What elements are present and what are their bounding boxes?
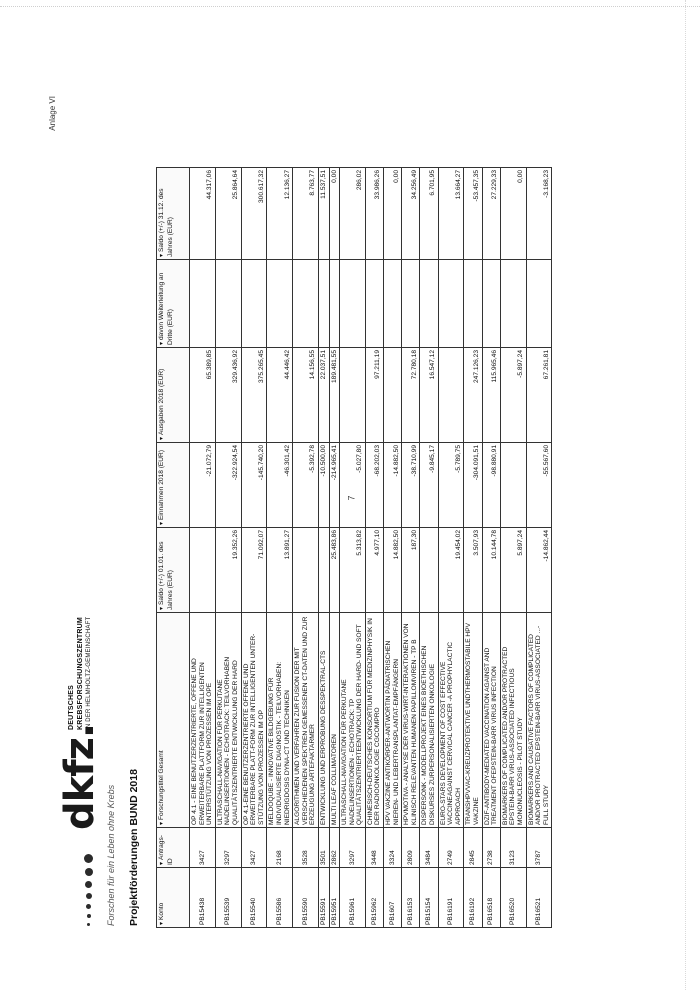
table-row bbox=[500, 168, 526, 928]
cell-title: OP 4.1 - EINE BENUTZERZENTRIERTE, OFFENE UND ERWEITERBARE PLATTFORM ZUR INTELLIGENTEN UNTERSTÜTZUNG VON PROZESSEN IM OPE bbox=[190, 613, 216, 828]
cell-saldo-end: 300.617,32 bbox=[241, 168, 267, 260]
cell-weiterleitung bbox=[500, 260, 526, 348]
cell-konto: PB15539 bbox=[215, 868, 241, 928]
cell-konto: PB15586 bbox=[267, 868, 293, 928]
cell-saldo-end: -53.457,35 bbox=[464, 168, 482, 260]
column-header-label: Forschungstitel Gesamt bbox=[158, 750, 165, 820]
cell-saldo-start: 13.891,27 bbox=[267, 528, 293, 613]
page-title: Projektförderungen BUND 2018 bbox=[128, 769, 140, 926]
table-row bbox=[340, 168, 366, 928]
cell-saldo-end: 0,00 bbox=[329, 168, 340, 260]
cell-ausgaben bbox=[384, 348, 402, 443]
filter-arrow-icon[interactable]: ▾ bbox=[159, 921, 165, 925]
cell-title: ALGORITHMEN UND VERFAHREN ZUR FUSION DER MIT VERSCHIEDENEN SPEKTREN GEMESSENEN CT-DATEN UND ZUR ERZEUGUNG ARTEFAKTARMER bbox=[293, 613, 319, 828]
filter-arrow-icon[interactable]: ▾ bbox=[159, 436, 165, 440]
cell-aid: 2749 bbox=[438, 828, 464, 868]
table-row bbox=[215, 168, 241, 928]
cell-saldo-start: 5.313,82 bbox=[340, 528, 366, 613]
table-row bbox=[402, 168, 420, 928]
cell-saldo-start bbox=[318, 528, 329, 613]
cell-saldo-end: 0,00 bbox=[384, 168, 402, 260]
cell-saldo-end: 34.256,49 bbox=[402, 168, 420, 260]
table-row bbox=[420, 168, 438, 928]
cell-aid: 3297 bbox=[340, 828, 366, 868]
cell-title: TRANSHPVVAC-KREUZPROTEKTIVE UNDTHERMOSTABILE HPV VAKZINE bbox=[464, 613, 482, 828]
col-weiterleitung-header[interactable] bbox=[157, 260, 190, 348]
cell-aid: 3501 bbox=[318, 828, 329, 868]
table-row bbox=[241, 168, 267, 928]
cell-weiterleitung bbox=[293, 260, 319, 348]
cell-title: HPV VAKZINE ANTIKÖRPER-ANTWORTIN PÄDIATRISCHEN NIEREN- UND LEBERTRANSPLANTAT-EMPFÄNGERN bbox=[384, 613, 402, 828]
cell-saldo-start: 10.144,78 bbox=[482, 528, 500, 613]
cell-ausgaben: 247.126,23 bbox=[464, 348, 482, 443]
cell-konto: PB15438 bbox=[190, 868, 216, 928]
column-header-label: Ausgaben 2018 (EUR) bbox=[158, 368, 165, 435]
institution-line-3: IN DER HELMHOLTZ-GEMEINSCHAFT bbox=[86, 616, 92, 730]
cell-saldo-end: 6.701,95 bbox=[420, 168, 438, 260]
cell-ausgaben: 44.446,42 bbox=[267, 348, 293, 443]
table-row bbox=[267, 168, 293, 928]
cell-aid: 3427 bbox=[241, 828, 267, 868]
cell-einnahmen: -322.924,54 bbox=[215, 443, 241, 528]
institution-line-1: DEUTSCHES bbox=[68, 685, 75, 730]
cell-einnahmen: -304.091,51 bbox=[464, 443, 482, 528]
cell-aid: 2168 bbox=[267, 828, 293, 868]
page-number: 7 bbox=[346, 495, 357, 501]
cell-ausgaben: 115.965,46 bbox=[482, 348, 500, 443]
cell-title: ULTRASCHALL-NAVIGATION FÜR PERKUTANE NADELINSERTIONEN - ECHOTRACK: TP QUALITÄTSZENTRIERTEENTWICKLUNG DER HARD- UND SOFT bbox=[340, 613, 366, 828]
table-row bbox=[365, 168, 383, 928]
cell-title: DISPERSONK - MODELLPROJEKT EINES BIOETHISCHEN DISKURSES ZURPERSONALISIERTEN ONKOLOGIE bbox=[420, 613, 438, 828]
cell-konto: PB15540 bbox=[241, 868, 267, 928]
cell-saldo-end: 27.229,33 bbox=[482, 168, 500, 260]
table-row bbox=[438, 168, 464, 928]
cell-aid: 2809 bbox=[402, 828, 420, 868]
cell-saldo-start: 5.897,24 bbox=[500, 528, 526, 613]
col-einnahmen-header[interactable] bbox=[157, 443, 190, 528]
cell-saldo-end: 33.986,26 bbox=[365, 168, 383, 260]
table-row bbox=[482, 168, 500, 928]
col-ausgaben-header[interactable] bbox=[157, 348, 190, 443]
table-header-row bbox=[157, 168, 190, 928]
cell-weiterleitung bbox=[526, 260, 552, 348]
logo-wordmark: dkfz. bbox=[57, 723, 103, 830]
col-forschungstitel-header[interactable] bbox=[157, 613, 190, 828]
table-row bbox=[190, 168, 216, 928]
cell-konto: PB16520 bbox=[500, 868, 526, 928]
cell-aid: 2845 bbox=[464, 828, 482, 868]
cell-title: MULTI LEAF COLLIMATOREN bbox=[329, 613, 340, 828]
funding-table bbox=[156, 167, 552, 928]
cell-title: EURO-STARS DEVELOPMENT OF COST EFFECTIVE VACCINEAGAINST CERVICAL CANCER -A PROPHYLACTIC APPROACH bbox=[438, 613, 464, 828]
cell-einnahmen: -5.392,78 bbox=[293, 443, 319, 528]
column-header-label: Konto bbox=[158, 902, 165, 920]
cell-saldo-start bbox=[190, 528, 216, 613]
cell-konto: PB16192 bbox=[464, 868, 482, 928]
cell-konto: PB15961 bbox=[340, 868, 366, 928]
filter-arrow-icon[interactable]: ▾ bbox=[159, 821, 165, 825]
cell-konto: PB15590 bbox=[293, 868, 319, 928]
cell-ausgaben: 16.547,12 bbox=[420, 348, 438, 443]
cell-weiterleitung bbox=[190, 260, 216, 348]
cell-einnahmen: -38.710,99 bbox=[402, 443, 420, 528]
cell-saldo-start: -14.862,44 bbox=[526, 528, 552, 613]
cell-aid: 3787 bbox=[526, 828, 552, 868]
cell-weiterleitung bbox=[365, 260, 383, 348]
cell-saldo-end: -3.168,23 bbox=[526, 168, 552, 260]
cell-einnahmen: -5.027,80 bbox=[340, 443, 366, 528]
cell-einnahmen: -46.301,42 bbox=[267, 443, 293, 528]
table-row bbox=[384, 168, 402, 928]
cell-weiterleitung bbox=[438, 260, 464, 348]
cell-weiterleitung bbox=[384, 260, 402, 348]
cell-ausgaben: 97.211,19 bbox=[365, 348, 383, 443]
filter-arrow-icon[interactable]: ▾ bbox=[159, 521, 165, 525]
cell-weiterleitung bbox=[464, 260, 482, 348]
column-header-label: Saldo (+/-) 31.12. des Jahres (EUR) bbox=[158, 188, 174, 257]
anlage-label: Anlage VI bbox=[48, 96, 57, 131]
cell-einnahmen: -214.965,41 bbox=[329, 443, 340, 528]
cell-saldo-start: 14.882,50 bbox=[384, 528, 402, 613]
cell-saldo-start: 187,30 bbox=[402, 528, 420, 613]
cell-einnahmen: -5.789,75 bbox=[438, 443, 464, 528]
cell-einnahmen: -98.880,91 bbox=[482, 443, 500, 528]
cell-saldo-start: 3.507,93 bbox=[464, 528, 482, 613]
cell-ausgaben: 67.261,81 bbox=[526, 348, 552, 443]
cell-aid: 3528 bbox=[293, 828, 319, 868]
cell-weiterleitung bbox=[241, 260, 267, 348]
cell-saldo-start: 19.454,02 bbox=[438, 528, 464, 613]
page-edge-right bbox=[685, 0, 686, 990]
filter-arrow-icon[interactable]: ▾ bbox=[159, 606, 165, 610]
cell-saldo-start: 19.352,26 bbox=[215, 528, 241, 613]
cell-saldo-start: 25.483,86 bbox=[329, 528, 340, 613]
table-row bbox=[293, 168, 319, 928]
cell-einnahmen: -55.567,60 bbox=[526, 443, 552, 528]
cell-saldo-start: 4.977,10 bbox=[365, 528, 383, 613]
cell-einnahmen: -145.740,20 bbox=[241, 443, 267, 528]
cell-aid: 2738 bbox=[482, 828, 500, 868]
cell-saldo-end: 25.864,64 bbox=[215, 168, 241, 260]
cell-einnahmen: -68.202,03 bbox=[365, 443, 383, 528]
cell-konto: PB15154 bbox=[420, 868, 438, 928]
cell-aid: 3427 bbox=[190, 828, 216, 868]
table-body bbox=[190, 168, 552, 928]
cell-ausgaben: 65.389,85 bbox=[190, 348, 216, 443]
cell-konto: PB16191 bbox=[438, 868, 464, 928]
col-konto-header[interactable] bbox=[157, 868, 190, 928]
column-header-label: Saldo (+/-) 01.01. des Jahres (EUR) bbox=[158, 541, 174, 610]
col-antrags-id-header[interactable] bbox=[157, 828, 190, 868]
table-row bbox=[329, 168, 340, 928]
filter-arrow-icon[interactable]: ▾ bbox=[159, 861, 165, 865]
cell-konto: PB15951 bbox=[329, 868, 340, 928]
table-row bbox=[526, 168, 552, 928]
institution-line-2: KREBSFORSCHUNGSZENTRUM bbox=[76, 617, 84, 730]
table-row bbox=[318, 168, 329, 928]
cell-einnahmen bbox=[500, 443, 526, 528]
cell-title: ENTWICKLUNG UND ERPROBUNG DESSPEKTRAL-CTS bbox=[318, 613, 329, 828]
cell-weiterleitung bbox=[267, 260, 293, 348]
cell-saldo-end: 13.664,27 bbox=[438, 168, 464, 260]
cell-title: OP 4.1-EINE BENUTZERZENTRIERTE OFFENE UND ERWEITERBARE PLATT-FORM ZUR INTELLIGENTEN UNTER-STÜTZUNG VON PROZESSEN IM OP bbox=[241, 613, 267, 828]
cell-saldo-end: 11.537,51 bbox=[318, 168, 329, 260]
cell-aid: 3123 bbox=[500, 828, 526, 868]
cell-einnahmen: -10.500,00 bbox=[318, 443, 329, 528]
cell-konto: PB15591 bbox=[318, 868, 329, 928]
cell-saldo-start bbox=[293, 528, 319, 613]
cell-title: HPVMOTIVA - ANALYSE DER VIRUS-WIRT-INTERAKTIONEN VON KLINISCH RELEVANTEN HUMANEN PAPILLOMVIREN - TP B bbox=[402, 613, 420, 828]
cell-aid: 3484 bbox=[420, 828, 438, 868]
column-header-label: Antrags-ID bbox=[158, 835, 174, 865]
cell-ausgaben: 22.037,51 bbox=[318, 348, 329, 443]
rotated-page bbox=[48, 82, 616, 932]
cell-ausgaben bbox=[438, 348, 464, 443]
cell-saldo-end: 12.136,27 bbox=[267, 168, 293, 260]
cell-einnahmen: -21.072,79 bbox=[190, 443, 216, 528]
cell-ausgaben: 375.265,45 bbox=[241, 348, 267, 443]
cell-ausgaben: -5.897,24 bbox=[500, 348, 526, 443]
table-row bbox=[464, 168, 482, 928]
cell-saldo-start bbox=[420, 528, 438, 613]
cell-weiterleitung bbox=[420, 260, 438, 348]
cell-weiterleitung bbox=[482, 260, 500, 348]
tagline: Forschen für ein Leben ohne Krebs bbox=[106, 784, 116, 926]
cell-weiterleitung bbox=[340, 260, 366, 348]
cell-title: DZIF-ANTIBODY-MEDIATED VACCINATION AGAINST AND TREATMENT OFEPSTEIN-BARR VIRUS INFECTION bbox=[482, 613, 500, 828]
cell-konto: PB16521 bbox=[526, 868, 552, 928]
cell-weiterleitung bbox=[318, 260, 329, 348]
cell-saldo-end: 0,00 bbox=[500, 168, 526, 260]
cell-weiterleitung bbox=[215, 260, 241, 348]
col-saldo-end-header[interactable] bbox=[157, 168, 190, 260]
column-header-label: davon Weiterleitung an Dritte (EUR) bbox=[158, 272, 174, 345]
cell-saldo-end: 286,02 bbox=[340, 168, 366, 260]
cell-aid: 3297 bbox=[215, 828, 241, 868]
cell-ausgaben bbox=[340, 348, 366, 443]
cell-saldo-end: 8.763,77 bbox=[293, 168, 319, 260]
cell-aid: 3448 bbox=[365, 828, 383, 868]
cell-ausgaben: 14.156,55 bbox=[293, 348, 319, 443]
cell-title: CHINESISCH-DEUTSCHES KONSORTIUM FÜR MEDIZINPHYSIK IN DER RADIOONKOLOGIE CGCOMPRO bbox=[365, 613, 383, 828]
filter-arrow-icon[interactable]: ▾ bbox=[159, 253, 165, 257]
cell-title: MELDOQUBE - INNOVATIVE BILDGEBUNG FÜR INDIVIDUALISIERTE DIAGNOSTIK - TEILVORHABEN: NIEDRIGDOSIS DYNA-CT UND TECHNIKEN bbox=[267, 613, 293, 828]
cell-ausgaben: 189.481,55 bbox=[329, 348, 340, 443]
filter-arrow-icon[interactable]: ▾ bbox=[159, 341, 165, 345]
cell-konto: PB15962 bbox=[365, 868, 383, 928]
logo-dots-icon bbox=[84, 854, 93, 926]
cell-einnahmen: -14.882,50 bbox=[384, 443, 402, 528]
cell-saldo-start: 71.092,07 bbox=[241, 528, 267, 613]
cell-weiterleitung bbox=[402, 260, 420, 348]
cell-saldo-end: 44.317,06 bbox=[190, 168, 216, 260]
col-saldo-start-header[interactable] bbox=[157, 528, 190, 613]
cell-ausgaben: 329.436,92 bbox=[215, 348, 241, 443]
cell-konto: PB16518 bbox=[482, 868, 500, 928]
cell-aid: 3324 bbox=[384, 828, 402, 868]
institution-name bbox=[68, 617, 94, 730]
cell-title: ULTRASCHALL-NAVIGATION FÜR PERKUTANE NADELINSERTIONEN - ECHOTRACK: TEILVORHABEN QUALITÄTSZENTRIERTE ENTWICKLUNG DER HARD bbox=[215, 613, 241, 828]
cell-weiterleitung bbox=[329, 260, 340, 348]
cell-title: BIOMARKERS OF COMPLICATED AND/OR PROTRACTED EPSTEIN-BARR VIRUS-ASSOCIATED INFECTIOUS MONONUCLEOSIS - PILOT STUDY bbox=[500, 613, 526, 828]
cell-aid: 2862 bbox=[329, 828, 340, 868]
cell-konto: PB16153 bbox=[402, 868, 420, 928]
column-header-label: Einnahmen 2018 (EUR) bbox=[158, 449, 165, 520]
cell-ausgaben: 72.780,18 bbox=[402, 348, 420, 443]
page-edge-top bbox=[0, 6, 700, 7]
cell-konto: PB1607 bbox=[384, 868, 402, 928]
cell-title: BIOMARKERS AND CAUSATIVE FACTORS OF COMPLICATED AND/OR PROTRACTED EPSTEIN-BARR VIRUS-ASSOCIATED ...-FULL STUDY bbox=[526, 613, 552, 828]
cell-einnahmen: -9.845,17 bbox=[420, 443, 438, 528]
